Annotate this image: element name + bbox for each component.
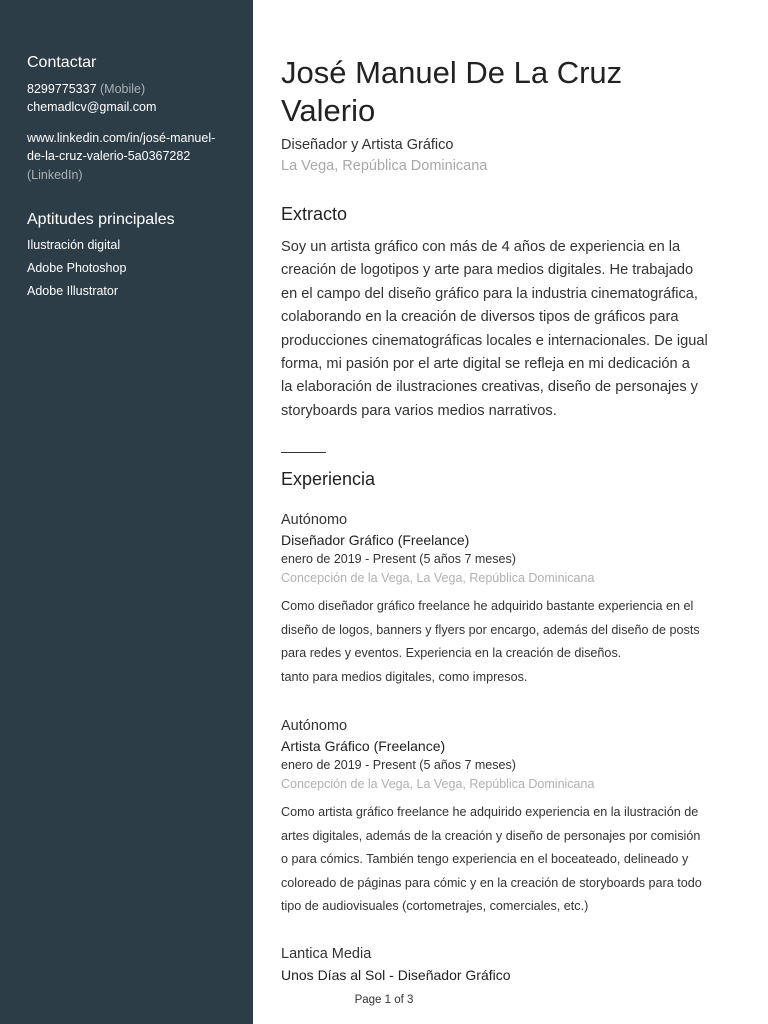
section-divider (281, 452, 326, 453)
skill-item: Ilustración digital (27, 238, 121, 252)
job-company: Autónomo (281, 718, 348, 734)
phone-type: (Mobile) (100, 82, 146, 96)
summary-line: forma, mi pasión por el arte digital se refleja en mi dedicación a (281, 356, 690, 373)
job-description-line: Como diseñador gráfico freelance he adquirido bastante experiencia en el (281, 599, 694, 613)
summary-line: la elaboración de ilustraciones creativas, diseño de personajes y (281, 379, 698, 396)
linkedin-link-line1[interactable]: www.linkedin.com/in/josé-manuel- (27, 131, 216, 145)
email-link[interactable]: chemadlcv@gmail.com (27, 100, 157, 114)
person-name-line1: José Manuel De La Cruz (281, 55, 623, 90)
job-description-line: artes digitales, además de la creación y diseño de personajes por comisión (281, 828, 701, 843)
skill-item: Adobe Photoshop (27, 261, 127, 275)
summary-line: colaborando en la creación de diversos tipos de gráficos para (281, 309, 679, 326)
linkedin-type: (LinkedIn) (27, 168, 83, 182)
job-description (281, 595, 731, 689)
page-number: Page 1 of 3 (354, 994, 414, 1006)
job-description-line: para redes y eventos. Experiencia en la creación de diseños. (281, 646, 622, 660)
phone-number: 8299775337 (27, 82, 97, 96)
summary-title: Extracto (281, 204, 348, 224)
summary-line: storyboards para varios medios narrativos. (281, 402, 557, 419)
skill-item: Adobe Illustrator (27, 284, 119, 298)
contact-heading: Contactar (27, 54, 97, 71)
job-role: Diseñador Gráfico (Freelance) (281, 532, 470, 548)
job-description-line: tipo de audiovisuales (cortometrajes, comerciales, etc.) (281, 899, 589, 913)
skills-heading: Aptitudes principales (27, 211, 175, 228)
job-dates: enero de 2019 - Present (5 años 7 meses) (281, 552, 516, 566)
job-company: Autónomo (281, 512, 348, 528)
job-place: Concepción de la Vega, La Vega, República Dominicana (281, 777, 595, 791)
job-description-line: coloreado de páginas para cómic y en la creación de storyboards para todo (281, 875, 702, 890)
summary-line: Soy un artista gráfico con más de 4 años de experiencia en la (281, 239, 681, 255)
job-description (281, 801, 731, 919)
phone-line (27, 81, 145, 98)
job-description-line: diseño de logos, banners y flyers por encargo, además del diseño de posts (281, 622, 700, 637)
headline: Diseñador y Artista Gráfico (281, 137, 454, 153)
page-footer (0, 994, 768, 1006)
job-description-line: o para cómics. También tengo experiencia en el boceateado, delineado y (281, 852, 689, 866)
job-dates: enero de 2019 - Present (5 años 7 meses) (281, 758, 516, 772)
job-role: Unos Días al Sol - Diseñador Gráfico (281, 967, 511, 983)
summary-line: en el campo del diseño gráfico para la industria cinematográfica, (281, 285, 698, 302)
sidebar (0, 0, 253, 1024)
experience-title: Experiencia (281, 469, 376, 489)
job-place: Concepción de la Vega, La Vega, República Dominicana (281, 571, 595, 585)
person-name-line2: Valerio (281, 93, 376, 128)
summary-line: producciones cinematográficas locales e internacionales. De igual (281, 332, 708, 349)
job-description-line: tanto para medios digitales, como impresos. (281, 669, 528, 684)
job-role: Artista Gráfico (Freelance) (281, 738, 446, 754)
job-company: Lantica Media (281, 946, 372, 962)
linkedin-link-line2[interactable]: de-la-cruz-valerio-5a0367282 (27, 149, 191, 163)
person-name (281, 54, 721, 130)
job-description-line: Como artista gráfico freelance he adquirido experiencia en la ilustración de (281, 805, 699, 819)
location: La Vega, República Dominicana (281, 158, 488, 174)
summary-text (281, 236, 725, 423)
summary-line: creación de logotipos y arte para medios digitales. He trabajado (281, 262, 694, 279)
